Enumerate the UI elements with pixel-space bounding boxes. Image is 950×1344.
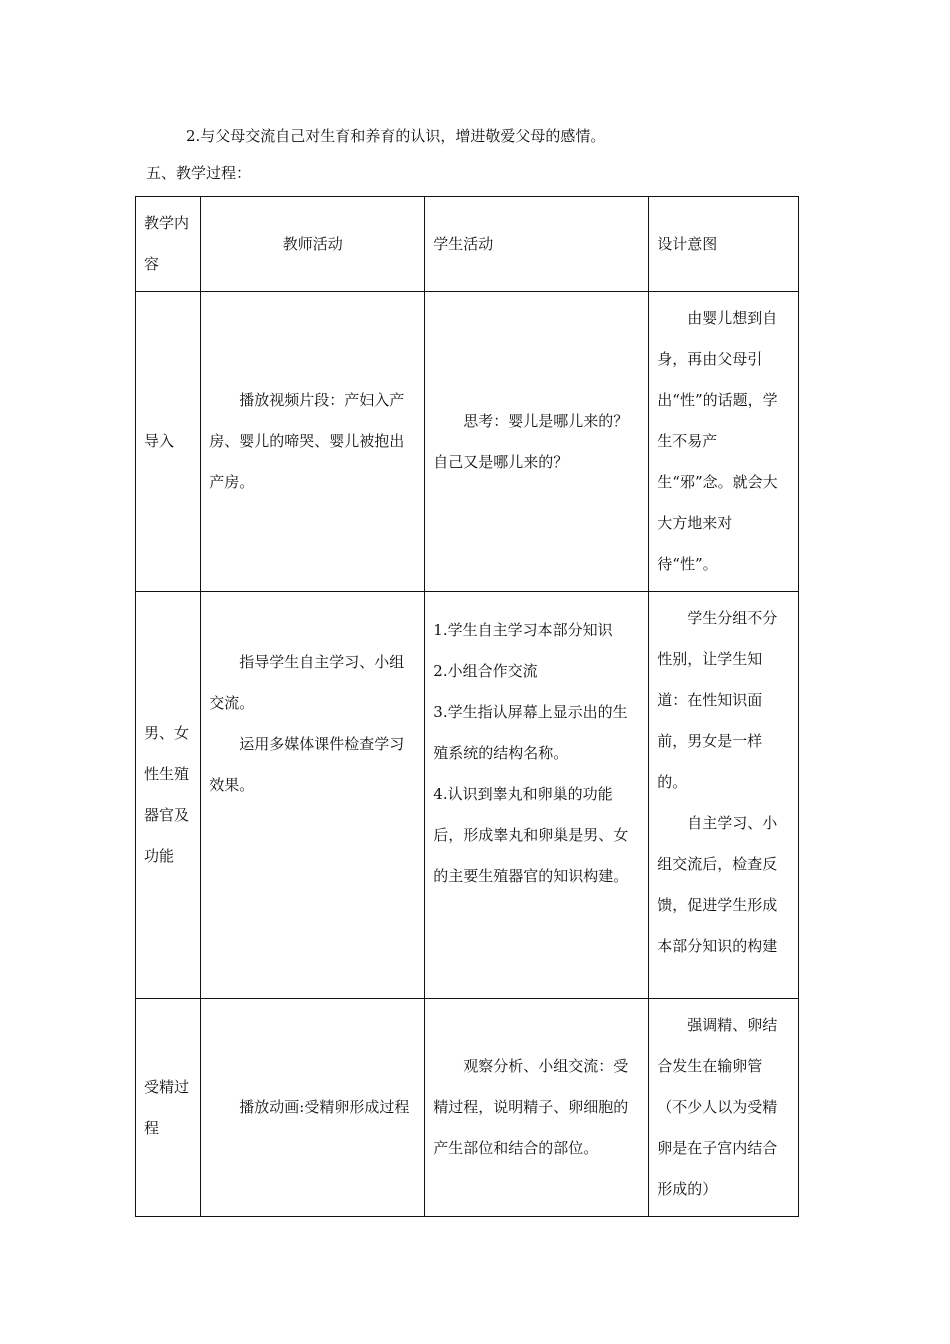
row-teacher-activity	[201, 292, 425, 592]
row-student-activity	[425, 292, 649, 592]
student-activity-item: 1.学生自主学习本部分知识	[433, 621, 613, 639]
header-student-activity: 学生活动	[425, 197, 649, 292]
student-activity-item: 3.学生指认屏幕上显示出的生殖系统的结构名称。	[433, 703, 628, 762]
teacher-activity-text: 播放视频片段：产妇入产房、婴儿的啼哭、婴儿被抱出产房。	[209, 391, 405, 491]
row-design-intent	[649, 292, 799, 592]
table-row	[136, 999, 799, 1217]
teacher-activity-text: 播放动画:受精卵形成过程	[239, 1098, 410, 1116]
row-teacher-activity	[201, 592, 425, 999]
header-design-intent: 设计意图	[649, 197, 799, 292]
row-design-intent	[649, 592, 799, 999]
row-student-activity	[425, 592, 649, 999]
design-intent-text: 强调精、卵结合发生在输卵管（不少人以为受精卵是在子宫内结合形成的）	[657, 1016, 778, 1198]
design-intent-text: 由婴儿想到自身，再由父母引出“性”的话题，学生不易产生“邪”念。就会大大方地来对待“性”。	[657, 309, 778, 573]
header-teacher-activity: 教师活动	[201, 197, 425, 292]
teaching-process-table	[135, 196, 799, 1217]
table-row	[136, 592, 799, 999]
section-heading-teaching-process: 五、教学过程：	[146, 164, 252, 182]
teacher-activity-text: 运用多媒体课件检查学习效果。	[209, 735, 405, 794]
student-activity-text: 观察分析、小组交流：受精过程，说明精子、卵细胞的产生部位和结合的部位。	[433, 1057, 629, 1157]
teacher-activity-text: 指导学生自主学习、小组交流。	[209, 653, 405, 712]
row-student-activity	[425, 999, 649, 1217]
teaching-objective-2: 2.与父母交流自己对生育和养育的认识，增进敬爱父母的感情。	[186, 127, 606, 145]
design-intent-text: 学生分组不分性别，让学生知道：在性知识面前，男女是一样的。	[657, 609, 778, 791]
table-header-row	[136, 197, 799, 292]
design-intent-text: 自主学习、小组交流后，检查反馈，促进学生形成本部分知识的构建	[657, 814, 778, 955]
table-row	[136, 292, 799, 592]
row-content-reproductive-organs: 男、女性生殖器官及功能	[136, 592, 201, 999]
row-teacher-activity	[201, 999, 425, 1217]
header-teaching-content: 教学内容	[136, 197, 201, 292]
student-activity-text: 思考：婴儿是哪儿来的？自己又是哪儿来的？	[433, 411, 629, 471]
row-design-intent	[649, 999, 799, 1217]
row-content-fertilization: 受精过程	[136, 999, 201, 1217]
student-activity-item: 2.小组合作交流	[433, 662, 538, 680]
row-content-intro: 导入	[136, 292, 201, 592]
student-activity-item: 4.认识到睾丸和卵巢的功能后，形成睾丸和卵巢是男、女的主要生殖器官的知识构建。	[433, 785, 629, 885]
